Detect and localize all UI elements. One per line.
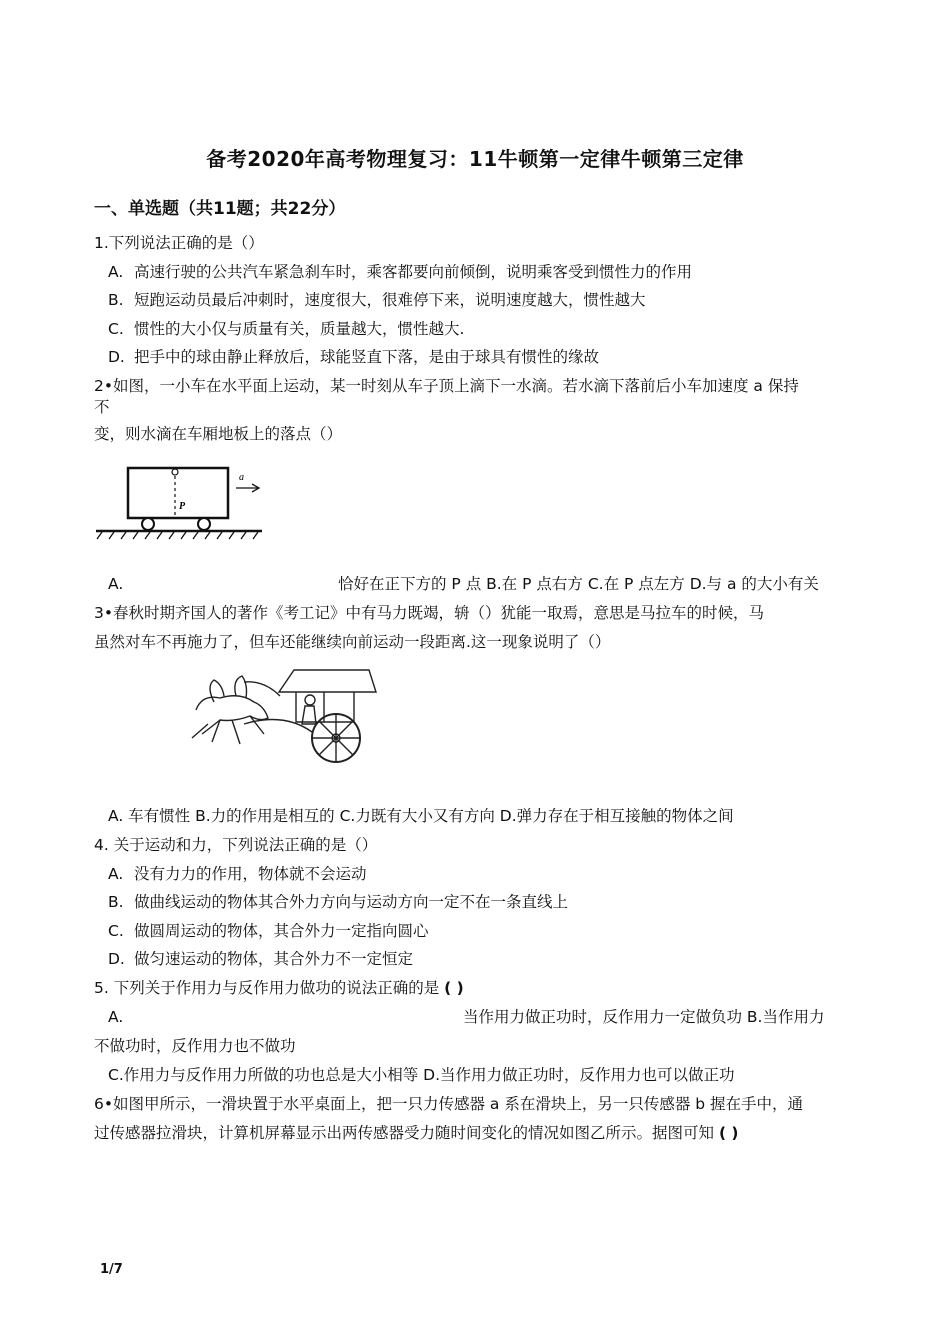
page-title: 备考2020年高考物理复习：11牛顿第一定律牛顿第三定律 bbox=[206, 147, 744, 171]
q4-option-a: A. 没有力力的作用，物体就不会运动 bbox=[108, 865, 367, 883]
q2-stem-line2: 不 bbox=[94, 398, 110, 416]
q1-stem: 1.下列说法正确的是（） bbox=[94, 234, 264, 252]
q5-option-letter: A. bbox=[108, 1008, 124, 1026]
carriage-canopy bbox=[279, 670, 376, 692]
q5-options-line1: 当作用力做正功时，反作用力一定做负功 B.当作用力 bbox=[463, 1008, 825, 1026]
section-heading: 一、单选题（共11题；共22分） bbox=[94, 199, 346, 219]
page-number: 1/7 bbox=[100, 1262, 123, 1277]
q1-option-a: A. 高速行驶的公共汽车紧急刹车时，乘客都要向前倾倒，说明乘客受到惯性力的作用 bbox=[108, 263, 693, 281]
q3-stem-line1: 3•春秋时期齐国人的著作《考工记》中有马力既竭，辀（）犹能一取焉，意思是马拉车的时候，马 bbox=[94, 604, 765, 622]
q2-stem-line3: 变，则水滴在车厢地板上的落点（） bbox=[94, 425, 343, 443]
wheel-right bbox=[198, 518, 210, 530]
ground-hatch bbox=[97, 532, 258, 539]
q2-option-letter: A. bbox=[108, 575, 124, 593]
horse-body bbox=[196, 696, 268, 734]
label-a: a bbox=[239, 472, 244, 483]
q2-stem-line1: 2•如图，一小车在水平面上运动，某一时刻从车子顶上滴下一水滴。若水滴下落前后小车加速度 a 保持 bbox=[94, 377, 799, 395]
q4-stem: 4. 关于运动和力，下列说法正确的是（） bbox=[94, 836, 378, 854]
q3-stem-line2: 虽然对车不再施力了，但车还能继续向前运动一段距离.这一现象说明了（） bbox=[94, 633, 611, 651]
q1-option-c: C. 惯性的大小仅与质量有关，质量越大，惯性越大. bbox=[108, 320, 465, 338]
water-drop bbox=[172, 469, 178, 475]
label-p: P bbox=[179, 501, 186, 512]
cart-figure bbox=[94, 462, 266, 540]
q1-option-b: B. 短跑运动员最后冲刺时，速度很大，很难停下来，说明速度越大，惯性越大 bbox=[108, 291, 646, 309]
q2-options: 恰好在正下方的 P 点 B.在 P 点右方 C.在 P 点左方 D.与 a 的大小有关 bbox=[338, 575, 819, 593]
q5-options-line3: C.作用力与反作用力所做的功也总是大小相等 D.当作用力做正功时，反作用力也可以做正功 bbox=[108, 1066, 735, 1084]
chariot-illustration bbox=[184, 662, 384, 772]
q6-stem-line1: 6•如图甲所示，一滑块置于水平桌面上，把一只力传感器 a 系在滑块上，另一只传感器 b 握在手中，通 bbox=[94, 1095, 804, 1113]
q1-option-d: D. 把手中的球由静止释放后，球能竖直下落，是由于球具有惯性的缘故 bbox=[108, 348, 600, 366]
q4-option-c: C. 做圆周运动的物体，其合外力一定指向圆心 bbox=[108, 922, 429, 940]
q4-option-d: D. 做匀速运动的物体，其合外力不一定恒定 bbox=[108, 950, 414, 968]
cart-body bbox=[128, 468, 228, 518]
q4-option-b: B. 做曲线运动的物体其合外力方向与运动方向一定不在一条直线上 bbox=[108, 893, 569, 911]
q5-stem: 5. 下列关于作用力与反作用力做功的说法正确的是 ( ) bbox=[94, 979, 464, 997]
q6-stem-line2: 过传感器拉滑块，计算机屏幕显示出两传感器受力随时间变化的情况如图乙所示。据图可知 ( ) bbox=[94, 1124, 739, 1142]
wheel-left bbox=[142, 518, 154, 530]
q5-options-line2: 不做功时，反作用力也不做功 bbox=[94, 1037, 296, 1055]
q3-options: A. 车有惯性 B.力的作用是相互的 C.力既有大小又有方向 D.弹力存在于相互接触的物体之间 bbox=[108, 807, 734, 825]
